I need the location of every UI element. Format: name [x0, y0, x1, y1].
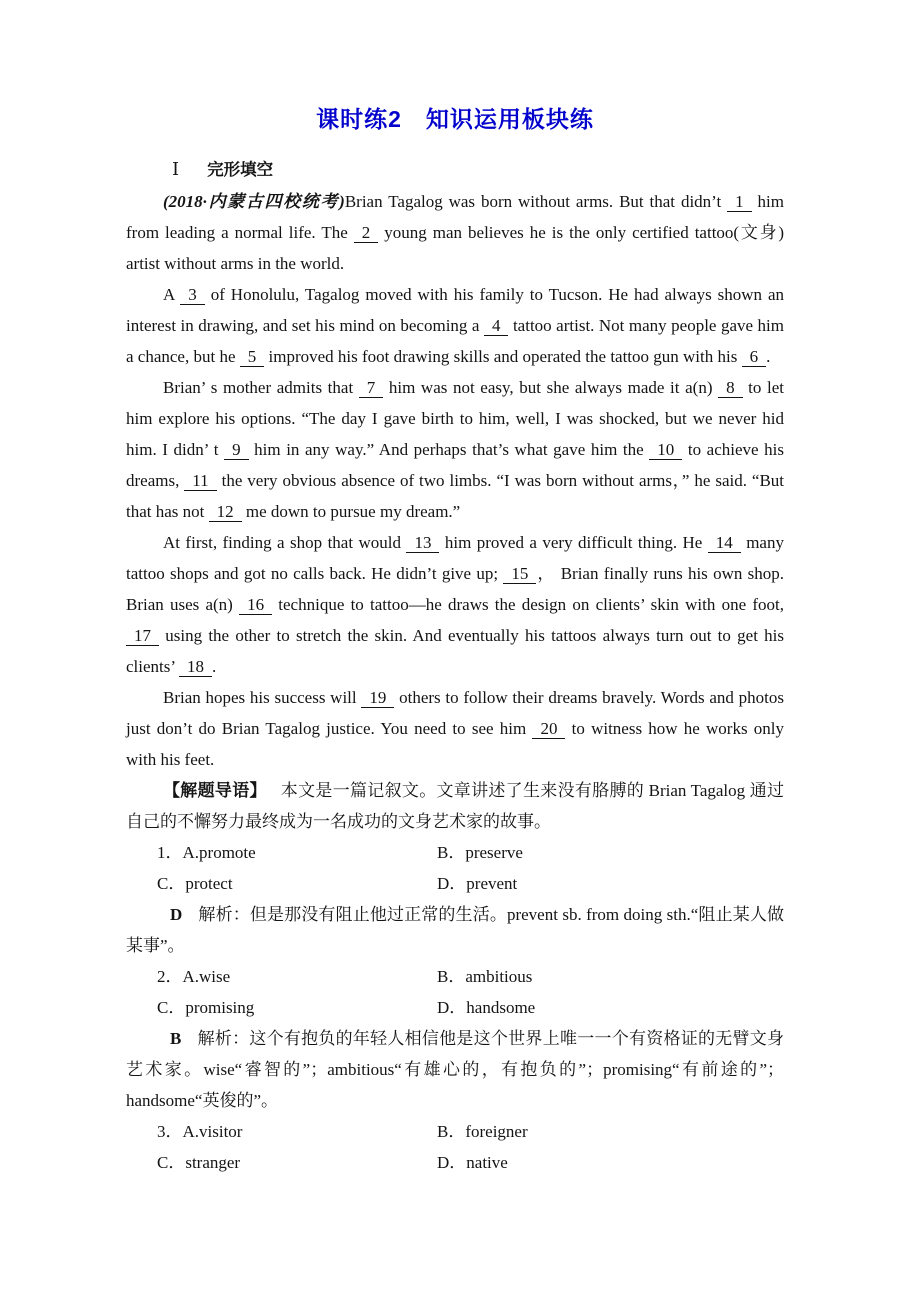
question-number: 3． [157, 1122, 183, 1141]
passage-paragraph: A 3 of Honolulu, Tagalog moved with his family to Tucson. He had always shown an interest in drawing, and set his mind on becoming a 4 tattoo artist. Not many people gave him a chance, but he 5 improved his foot drawing skills and operated the tattoo gun with his 6 . [126, 285, 785, 366]
cloze-blank: 3 [180, 285, 205, 305]
section-header [126, 154, 784, 186]
option-a: 2．A.wise [157, 967, 231, 986]
options-grid [126, 837, 784, 899]
cloze-blank: 4 [484, 316, 509, 336]
source-tag: (2018·内蒙古四校统考) [163, 192, 345, 211]
cloze-blank: 20 [532, 719, 565, 739]
option-d: D．prevent [437, 874, 518, 893]
cloze-blank: 16 [239, 595, 272, 615]
answer-letter: D [170, 905, 183, 924]
guide-label: 【解题导语】 [163, 781, 267, 800]
question-number: 1． [157, 843, 183, 862]
option-d: D．native [437, 1153, 508, 1172]
cloze-passage [126, 186, 784, 775]
passage-paragraph: (2018·内蒙古四校统考)Brian Tagalog was born without arms. But that didn’t 1 him from leading a normal life. The 2 young man believes he is the only certified tattoo(文身) artist without arms in the world. [126, 192, 785, 273]
section-title: 完形填空 [207, 161, 274, 179]
questions-list [126, 837, 784, 1178]
guide-note [126, 775, 784, 837]
cloze-blank: 8 [718, 378, 743, 398]
passage-paragraph: Brian hopes his success will 19 others to follow their dreams bravely. Words and photos just don’t do Brian Tagalog justice. You need to see him 20 to witness how he works only with his feet. [126, 688, 785, 769]
option-c: C．protect [157, 874, 233, 893]
cloze-blank: 9 [224, 440, 249, 460]
option-c: C．promising [157, 998, 255, 1017]
cloze-blank: 2 [354, 223, 379, 243]
answer-explanation [126, 899, 784, 961]
option-a: 1．A.promote [157, 843, 256, 862]
cloze-blank: 6 [742, 347, 767, 367]
section-number: Ⅰ [172, 159, 180, 179]
cloze-blank: 18 [179, 657, 212, 677]
cloze-blank: 1 [727, 192, 752, 212]
cloze-blank: 5 [240, 347, 265, 367]
cloze-blank: 14 [708, 533, 741, 553]
option-d: D．handsome [437, 998, 536, 1017]
cloze-blank: 7 [359, 378, 384, 398]
option-b: B．ambitious [437, 967, 533, 986]
guide-text: 本文是一篇记叙文。文章讲述了生来没有胳膊的 Brian Tagalog 通过自己的不懈努力最终成为一名成功的文身艺术家的故事。 [126, 781, 784, 831]
options-grid [126, 1116, 784, 1178]
passage-paragraph: At first, finding a shop that would 13 him proved a very difficult thing. He 14 many tattoo shops and got no calls back. He didn’t give up; 15 ， Brian finally runs his own shop. Brian uses a(n) 16 technique to tattoo—he draws the design on clients’ skin with one foot, 17 using the other to stretch the skin. And eventually his tattoos always turn out to get his clients’ 18 . [126, 533, 784, 676]
question-block [126, 961, 784, 1116]
question-number: 2． [157, 967, 183, 986]
cloze-blank: 12 [209, 502, 242, 522]
explanation-text: 解析：这个有抱负的年轻人相信他是这个世界上唯一一个有资格证的无臂文身艺术家。wise“睿智的”；ambitious“有雄心的，有抱负的”；promising“有前途的”；handsome“英俊的”。 [126, 1029, 784, 1110]
cloze-blank: 19 [361, 688, 394, 708]
answer-letter: B [170, 1029, 182, 1048]
option-b: B．preserve [437, 843, 523, 862]
passage-paragraph: Brian’ s mother admits that 7 him was not easy, but she always made it a(n) 8 to let him explore his options. “The day I gave birth to him, well, I was shocked, but we never hid him. I didn’ t 9 him in any way.” And perhaps that’s what gave him the 10 to achieve his dreams, 11 the very obvious absence of two limbs. “I was born without arms，” he said. “But that has not 12 me down to pursue my dream.” [126, 378, 785, 521]
page-title: 课时练2 知识运用板块练 [316, 106, 594, 132]
cloze-blank: 17 [126, 626, 159, 646]
question-block [126, 1116, 784, 1178]
cloze-blank: 10 [649, 440, 682, 460]
option-a: 3．A.visitor [157, 1122, 243, 1141]
option-b: B．foreigner [437, 1122, 528, 1141]
question-block [126, 837, 784, 961]
cloze-blank: 11 [184, 471, 216, 491]
cloze-blank: 15 [503, 564, 536, 584]
cloze-blank: 13 [406, 533, 439, 553]
answer-explanation [126, 1023, 784, 1116]
option-c: C．stranger [157, 1153, 241, 1172]
options-grid [126, 961, 784, 1023]
explanation-text: 解析：但是那没有阻止他过正常的生活。prevent sb. from doing sth.“阻止某人做某事”。 [126, 905, 784, 955]
